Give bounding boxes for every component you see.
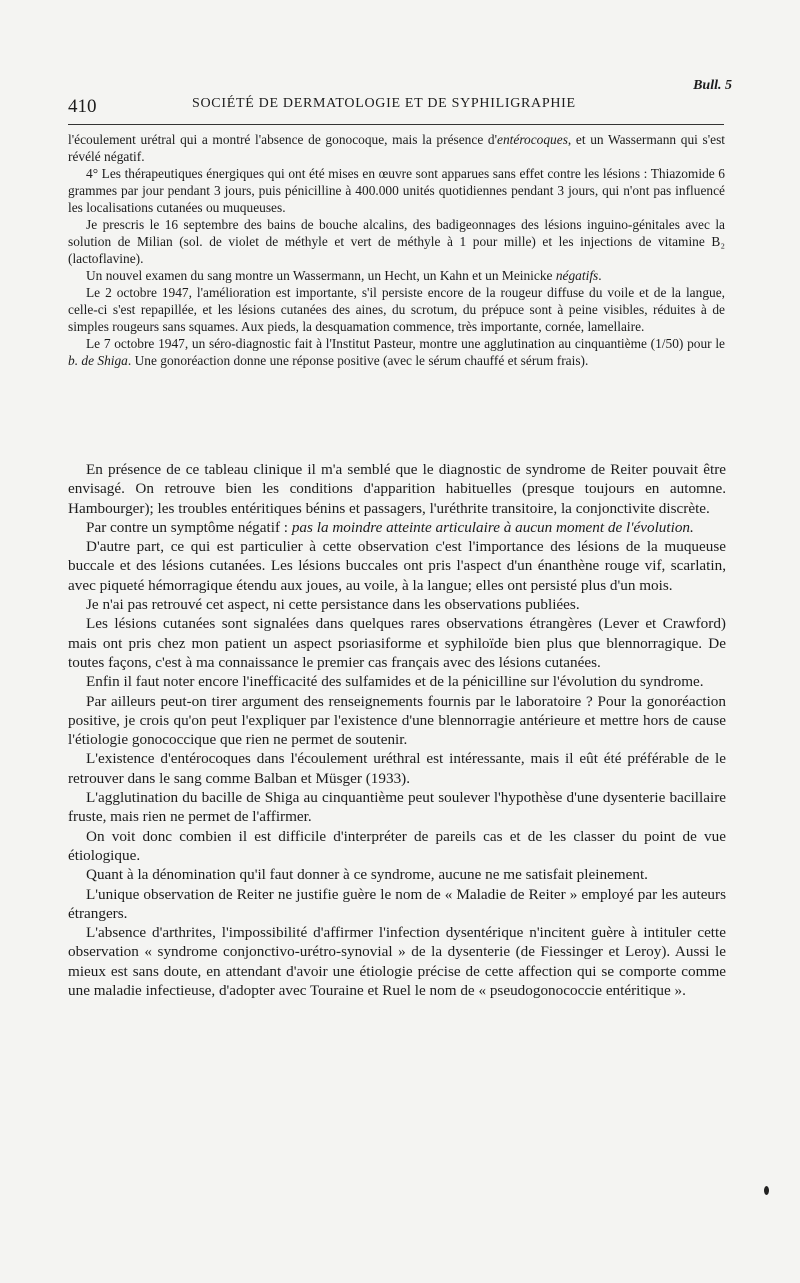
header-rule (68, 124, 724, 125)
paragraph: En présence de ce tableau clinique il m'a semblé que le diagnostic de syndrome de Reiter pouvait être envisagé. On retrouve bien les conditions d'apparition habituelles (presque toujours en automne. Hambourger); les troubles entéritiques bénins et passagers, l'uréthrite transitoire, la conjonctivite discrète. (68, 461, 726, 517)
text-run: Le 7 octobre 1947, un séro-diagnostic fait à l'Institut Pasteur, montre une agglutination au cinquantième (1/50) pour le (86, 336, 725, 351)
paragraph: Les lésions cutanées sont signalées dans quelques rares observations étrangères (Lever et Crawford) mais ont pris chez mon patient un aspect psoriasiforme et syphiloïde bien plus que blennorragique. De toutes façons, c'est à ma connaissance le premier cas français avec des lésions cutanées. (68, 615, 726, 671)
paragraph: L'absence d'arthrites, l'impossibilité d'affirmer l'infection dysentérique n'incitent guère à intituler cette observation « syndrome conjonctivo-urétro-synovial » de la dysenterie (de Fiessinger et Leroy). Aussi le mieux est sans doute, en attendant d'avoir une étiologie précise de cette affection qui se comporte comme une maladie infectieuse, d'adopter avec Touraine et Ruel le nom de « pseudogonococcie entéritique ». (68, 924, 726, 1000)
text-run: Un nouvel examen du sang montre un Wassermann, un Hecht, un Kahn et un Meinicke (86, 268, 556, 283)
paragraph (68, 335, 725, 369)
italic-run: entérocoques (497, 132, 568, 147)
paragraph: Enfin il faut noter encore l'inefficacité des sulfamides et de la pénicilline sur l'évolution du syndrome. (86, 673, 704, 691)
paragraph: Par ailleurs peut-on tirer argument des renseignements fournis par le laboratoire ? Pour la gonoréaction positive, je crois qu'on peut l'expliquer par l'existence d'une blennorragie antérieure et mettre hors de cause l'étiologie gonococcique que rien ne permet de soutenir. (68, 692, 726, 749)
discussion-body-text (68, 460, 726, 1000)
text-run: Par contre un symptôme négatif : (86, 518, 292, 536)
ink-speck (764, 1186, 769, 1195)
paragraph (68, 131, 725, 165)
paragraph: L'unique observation de Reiter ne justifie guère le nom de « Maladie de Reiter » employé par les auteurs étrangers. (68, 885, 726, 922)
text-run: . Une gonoréaction donne une réponse positive (avec le sérum chauffé et sérum frais). (127, 353, 589, 368)
paragraph: Je prescris le 16 septembre des bains de bouche alcalins, des badigeonnages des lésions inguino-génitales avec la solution de Milian (sol. de violet de méthyle et vert de méthyle à 1 pour mille) et les injections de vitamine B₂ (lactoflavine). (68, 217, 725, 266)
paragraph (68, 518, 726, 537)
italic-run: négatifs (555, 268, 599, 283)
bulletin-marker: Bull. 5 (693, 78, 732, 93)
paragraph: L'existence d'entérocoques dans l'écoulement uréthral est intéressante, mais il eût été préférable de le retrouver dans le sang comme Balban et Müsger (1933). (68, 750, 726, 787)
paragraph: Quant à la dénomination qu'il faut donner à ce syndrome, aucune ne me satisfait pleinement. (86, 866, 648, 884)
text-run: . (598, 268, 602, 283)
paragraph: L'agglutination du bacille de Shiga au cinquantième peut soulever l'hypothèse d'une dysenterie bacillaire fruste, mais rien ne permet de l'affirmer. (68, 789, 726, 826)
running-title: SOCIÉTÉ DE DERMATOLOGIE ET DE SYPHILIGRAPHIE (192, 96, 576, 111)
italic-run: b. de Shiga (68, 353, 128, 368)
paragraph (68, 267, 725, 284)
page-number: 410 (68, 96, 97, 117)
paragraph: On voit donc combien il est difficile d'interpréter de pareils cas et de les classer du point de vue étiologique. (68, 827, 726, 864)
paragraph: 4° Les thérapeutiques énergiques qui ont été mises en œuvre sont apparues sans effet contre les lésions : Thiazomide 6 grammes par jour pendant 3 jours, puis pénicilline à 400.000 unités quotidiennes pendant 3 jours, qui n'ont pas influencé les localisations cutanées ou muqueuses. (68, 166, 725, 215)
text-run: l'écoulement urétral qui a montré l'absence de gonocoque, mais la présence d' (68, 132, 498, 147)
italic-run: pas la moindre atteinte articulaire à aucun moment de l'évolution. (291, 518, 694, 536)
text-run: , et un Wassermann qui s'est révélé négatif. (68, 132, 725, 164)
paragraph: Je n'ai pas retrouvé cet aspect, ni cette persistance dans les observations publiées. (86, 596, 580, 614)
paragraph: Le 2 octobre 1947, l'amélioration est importante, s'il persiste encore de la rougeur diffuse du voile et de la langue, celle-ci s'est repapillée, et les lésions cutanées des aines, du scrotum, du prépuce sont à peine visibles, réduites à de simples rougeurs sans squames. Aux pieds, la desquamation commence, très importante, cornée, lamellaire. (68, 285, 725, 334)
case-report-small-text (68, 131, 725, 369)
paragraph: D'autre part, ce qui est particulier à cette observation c'est l'importance des lésions de la muqueuse buccale et des lésions cutanées. Les lésions buccales ont pris l'aspect d'un énanthène rouge vif, scarlatin, avec piqueté hémorragique étendu aux joues, au voile, à la langue; elles ont persisté plus d'un mois. (68, 538, 726, 594)
